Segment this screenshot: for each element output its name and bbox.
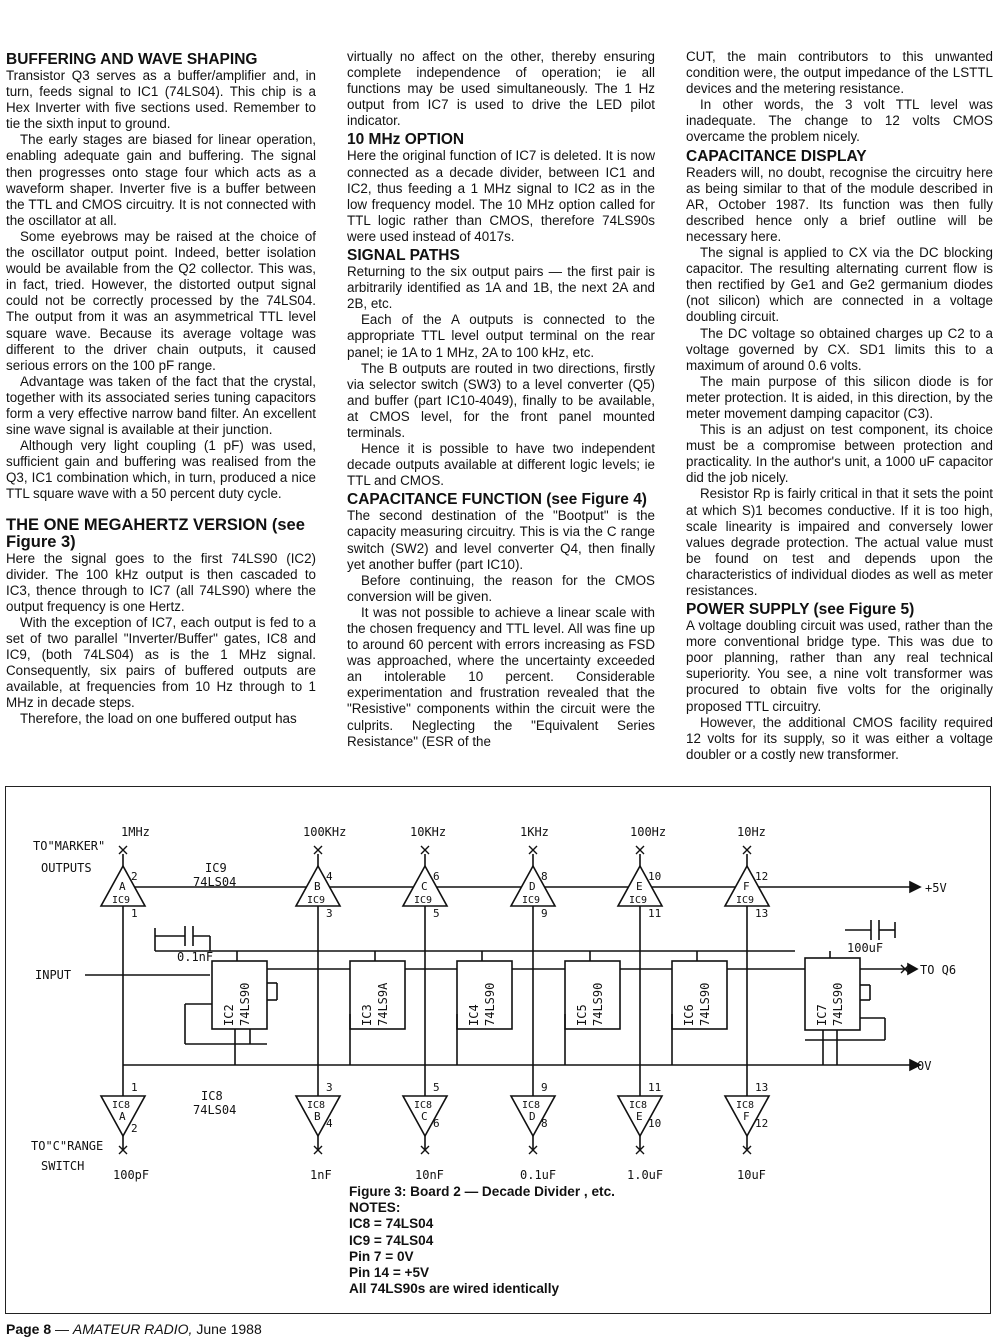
paragraph: CUT, the main contributors to this unwanted condition were, the output impedance of the LSTTL devices and the metering resistance. xyxy=(686,49,993,97)
label-to-q6: TO Q6 xyxy=(920,963,957,977)
pin-number: 13 xyxy=(755,1081,769,1094)
heading-one-megahertz: THE ONE MEGAHERTZ VERSION (see Figure 3) xyxy=(6,515,305,551)
cap-label: 1nF xyxy=(310,1168,332,1182)
column-1 xyxy=(6,49,316,728)
column-3 xyxy=(686,49,993,763)
note-line: All 74LS90s are wired identically xyxy=(349,1281,560,1297)
counter-label: IC2 xyxy=(222,1004,236,1026)
paragraph: The DC voltage so obtained charges up C2 to a voltage governed by CX. SD1 limits this to a maximum of around 0.6 volts. xyxy=(686,325,993,373)
paragraph: Returning to the six output pairs — the first pair is arbitrarily identified as 1A and 1B, the next 2A and 2B, etc. xyxy=(347,264,655,312)
pin-number: 8 xyxy=(541,1117,548,1130)
pin-number: 1 xyxy=(131,1081,138,1094)
figure-caption xyxy=(349,1184,615,1297)
counter-label: IC3 xyxy=(360,1004,374,1026)
label-cap-right: 100uF xyxy=(847,941,884,955)
paragraph: Although very light coupling (1 pF) was used, sufficient gain and buffering was realised from the Q3, IC1 combination which, in turn, produced a nice TTL square wave with a 50 percent duty cycle. xyxy=(6,438,316,502)
cap-label: 0.1uF xyxy=(520,1168,557,1182)
pin-number: 11 xyxy=(648,907,662,920)
counter-type: 74LS90 xyxy=(831,982,845,1026)
gate-chip: IC8 xyxy=(736,1100,755,1111)
paragraph: Here the signal goes to the first 74LS90 (IC2) divider. The 100 kHz output is then cascaded to IC3, thence through to IC7 (all 74LS90) where the output frequency is one Hertz. xyxy=(6,550,316,614)
pin-number: 13 xyxy=(755,907,769,920)
counter-label: IC5 xyxy=(575,1004,589,1026)
cap-label: 10uF xyxy=(737,1168,766,1182)
gate-chip: IC8 xyxy=(112,1100,131,1111)
gate-chip: IC9 xyxy=(629,895,648,906)
gate-chip: IC9 xyxy=(414,895,433,906)
pin-number: 10 xyxy=(648,1117,662,1130)
counter-label: IC4 xyxy=(467,1004,481,1026)
magazine-name: AMATEUR RADIO, xyxy=(72,1321,193,1337)
pin-number: 1 xyxy=(131,907,138,920)
note-line: Pin 7 = 0V xyxy=(349,1248,414,1264)
paragraph: However, the additional CMOS facility required 12 volts for its supply, so it was either a voltage doubler or a costly new transformer. xyxy=(686,714,993,762)
pin-number: 8 xyxy=(541,870,548,883)
label-c-range: TO"C"RANGE xyxy=(31,1139,104,1153)
paragraph: The second destination of the "Bootput" is the capacity measuring circuitry. This is via the C range switch (SW2) and level converter Q4, then finally yet another buffer (part IC10). xyxy=(347,508,655,572)
gate-letter: E xyxy=(636,1110,643,1123)
pin-number: 9 xyxy=(541,907,548,920)
gate-chip: IC9 xyxy=(112,895,131,906)
heading-signal-paths: SIGNAL PATHS xyxy=(347,247,460,265)
gate-letter: C xyxy=(421,1110,428,1123)
pin-number: 6 xyxy=(433,1117,440,1130)
paragraph: The B outputs are routed in two directions, firstly via selector switch (SW3) to a level converter (Q5) and buffer (part IC10-4049), finally to be available, at CMOS level, for the front panel mounted terminals. xyxy=(347,360,655,440)
pin-number: 2 xyxy=(131,1122,138,1135)
label-5v: +5V xyxy=(925,881,947,895)
paragraph: A voltage doubling circuit was used, rather than the more conventional bridge type. This was due to poor planning, rather than any real technical superiority. You see, a nine volt transformer was procured to obtain five volts for the originally proposed TTL circuitry. xyxy=(686,618,993,714)
pin-number: 12 xyxy=(755,1117,769,1130)
pin-number: 2 xyxy=(131,870,138,883)
label-cap-left: 0.1nF xyxy=(177,950,214,964)
gate-letter: C xyxy=(421,880,428,893)
paragraph: Resistor Rp is fairly critical in that it sets the point at which S)1 becomes conductive. If it is too high, scale linearity is impaired and conversely lower values degrade protection. The actual value must be found on test and depends upon the characteristics of individual diodes as well as meter resistances. xyxy=(686,486,993,598)
heading-buffering: BUFFERING AND WAVE SHAPING xyxy=(6,51,258,68)
heading-10mhz-option: 10 MHz OPTION xyxy=(347,131,465,149)
label-marker: TO"MARKER" xyxy=(33,839,106,853)
note-line: IC8 = 74LS04 xyxy=(349,1216,434,1232)
label-ic9-type: 74LS04 xyxy=(193,875,237,889)
paragraph: Some eyebrows may be raised at the choice of the oscillator output point. Indeed, better isolation would be available from the Q2 collector. This was, in fact, tried. However, the distorted output signal could not be correctly processed by the 74LS04. The output from it was an asymmetrical TTL level square wave. Because its average voltage was different to the driver chain outputs, it caused serious errors on the 100 pF range. xyxy=(6,228,316,373)
footer-dash: — xyxy=(51,1321,73,1337)
gate-chip: IC9 xyxy=(522,895,541,906)
gate-chip: IC8 xyxy=(522,1100,541,1111)
gate-chip: IC8 xyxy=(307,1100,326,1111)
pin-number: 3 xyxy=(326,907,333,920)
label-ic9: IC9 xyxy=(205,861,227,875)
paragraph: In other words, the 3 volt TTL level was inadequate. The change to 12 volts CMOS overcame the problem nicely. xyxy=(686,97,993,145)
counter-type: 74LS90 xyxy=(591,982,605,1026)
counter-type: 74LS90 xyxy=(698,982,712,1026)
paragraph: Readers will, no doubt, recognise the circuitry here as being similar to that of the module described in AR, October 1987. Its function was then fully described hence only a brief outline will be necessary here. xyxy=(686,164,993,244)
page-number: Page 8 xyxy=(6,1321,52,1337)
label-outputs: OUTPUTS xyxy=(41,861,92,875)
freq-label: 1MHz xyxy=(121,825,150,839)
issue-date: June 1988 xyxy=(192,1321,262,1337)
gate-chip: IC8 xyxy=(414,1100,433,1111)
paragraph: Hence it is possible to have two independent decade outputs available at different logic levels; ie TTL and CMOS. xyxy=(347,441,655,489)
caption-title: Figure 3: Board 2 — Decade Divider , etc. xyxy=(349,1184,615,1199)
pin-number: 5 xyxy=(433,907,440,920)
pin-number: 6 xyxy=(433,870,440,883)
paragraph: virtually no affect on the other, thereby ensuring complete independence of operation; ie all functions may be used simultaneously. The 1 Hz output from IC7 is used to drive the LED pilot indicator. xyxy=(347,49,655,129)
gate-letter: F xyxy=(743,880,750,893)
paragraph: Here the original function of IC7 is deleted. It is now connected as a decade divider, between IC1 and IC2, thus feeding a 1 MHz signal to IC2 as in the low frequency model. The 10 MHz option called for TTL logic rather than CMOS, therefore 74LS90s were used instead of 4017s. xyxy=(347,148,655,244)
label-0v: 0V xyxy=(917,1059,932,1073)
paragraph: Advantage was taken of the fact that the crystal, together with its associated series tuning capacitors form a very effective narrow band filter. An excellent sine wave signal is available at their junction. xyxy=(6,373,316,438)
pin-number: 9 xyxy=(541,1081,548,1094)
paragraph: The main purpose of this silicon diode is for meter protection. It is aided, in this direction, by the meter movement damping capacitor (C3). xyxy=(686,373,993,421)
gate-letter: B xyxy=(314,1110,321,1123)
heading-power-supply: POWER SUPPLY (see Figure 5) xyxy=(686,601,915,619)
freq-label: 10Hz xyxy=(737,825,766,839)
freq-label: 100Hz xyxy=(630,825,667,839)
paragraph: Each of the A outputs is connected to the appropriate TTL level output terminal on the rear panel; ie 1A to 1 MHz, 2A to 100 kHz, etc. xyxy=(347,312,655,360)
gate-letter: D xyxy=(529,880,536,893)
pin-number: 10 xyxy=(648,870,662,883)
gate-chip: IC8 xyxy=(629,1100,648,1111)
label-switch: SWITCH xyxy=(41,1159,85,1173)
pin-number: 4 xyxy=(326,870,333,883)
cap-label: 10nF xyxy=(415,1168,444,1182)
paragraph: Transistor Q3 serves as a buffer/amplifier and, in turn, feeds signal to IC1 (74LS04). This chip is a Hex Inverter with five sections used. Remember to tie the sixth input to ground. xyxy=(6,68,316,132)
paragraph: With the exception of IC7, each output is fed to a set of two parallel "Inverter/Buffer" gates, IC8 and IC9, (both 74LS04) as is the 1 MHz signal. Consequently, six pairs of buffered outputs are available, at frequencies from 10 Hz through to 1 MHz in decade steps. xyxy=(6,614,316,711)
paragraph: The signal is applied to CX via the DC blocking capacitor. The resulting alternating current flow is then rectified by Ge1 and Ge2 germanium diodes (not silicon) which are connected in a voltage doubling circuit. xyxy=(686,245,993,325)
paragraph: The early stages are biased for linear operation, enabling adequate gain and buffering. The signal then progresses onto stage four which acts as a waveform shaper. Inverter five is a buffer between the TTL and CMOS circuitry. It is not connected with the oscillator at all. xyxy=(6,132,316,228)
counter-type: 74LS90 xyxy=(238,982,252,1026)
heading-capacitance-display: CAPACITANCE DISPLAY xyxy=(686,147,867,165)
gate-letter: E xyxy=(636,880,643,893)
counter-type: 74LS9A xyxy=(376,982,390,1026)
paragraph: This is an adjust on test component, its choice must be a compromise between protection and practicality. In the author's unit, a 1000 uF capacitor did the job nicely. xyxy=(686,422,993,486)
note-line: IC9 = 74LS04 xyxy=(349,1232,434,1248)
gate-letter: A xyxy=(119,1110,126,1123)
counter-type: 74LS90 xyxy=(483,982,497,1026)
label-ic8-type: 74LS04 xyxy=(193,1103,237,1117)
freq-label: 100KHz xyxy=(303,825,347,839)
paragraph: Before continuing, the reason for the CMOS conversion will be given. xyxy=(347,572,655,604)
counter-label: IC7 xyxy=(815,1004,829,1026)
page-footer xyxy=(6,1321,262,1337)
paragraph: Therefore, the load on one buffered output has xyxy=(20,711,297,727)
pin-number: 11 xyxy=(648,1081,662,1094)
pin-number: 5 xyxy=(433,1081,440,1094)
gate-chip: IC9 xyxy=(307,895,326,906)
cap-label: 1.0uF xyxy=(627,1168,664,1182)
note-line: NOTES: xyxy=(349,1200,401,1216)
arrow-5v xyxy=(910,882,920,892)
pin-number: 4 xyxy=(326,1117,333,1130)
cap-label: 100pF xyxy=(113,1168,150,1182)
paragraph: It was not possible to achieve a linear scale with the chosen frequency and TTL level. All was fine up to around 60 percent with errors increasing as FSD was approached, where the uncertainty exceeded an intolerable 10 percent. Considerable experimentation and frustration revealed that the "Resistive" components within the circuit were the culprits. Neglecting the "Equivalent Series Resistance" (ESR of the xyxy=(347,604,655,749)
note-line: Pin 14 = +5V xyxy=(349,1265,430,1281)
heading-capacitance-function: CAPACITANCE FUNCTION (see Figure 4) xyxy=(347,491,647,509)
gate-letter: B xyxy=(314,880,321,893)
label-input: INPUT xyxy=(35,968,72,982)
gate-letter: F xyxy=(743,1110,750,1123)
counter-label: IC6 xyxy=(682,1004,696,1026)
column-2 xyxy=(347,49,655,750)
pin-number: 12 xyxy=(755,870,769,883)
gate-letter: D xyxy=(529,1110,536,1123)
pin-number: 3 xyxy=(326,1081,333,1094)
freq-label: 10KHz xyxy=(410,825,447,839)
gate-chip: IC9 xyxy=(736,895,755,906)
freq-label: 1KHz xyxy=(520,825,549,839)
gate-letter: A xyxy=(119,880,126,893)
label-ic8: IC8 xyxy=(201,1089,223,1103)
